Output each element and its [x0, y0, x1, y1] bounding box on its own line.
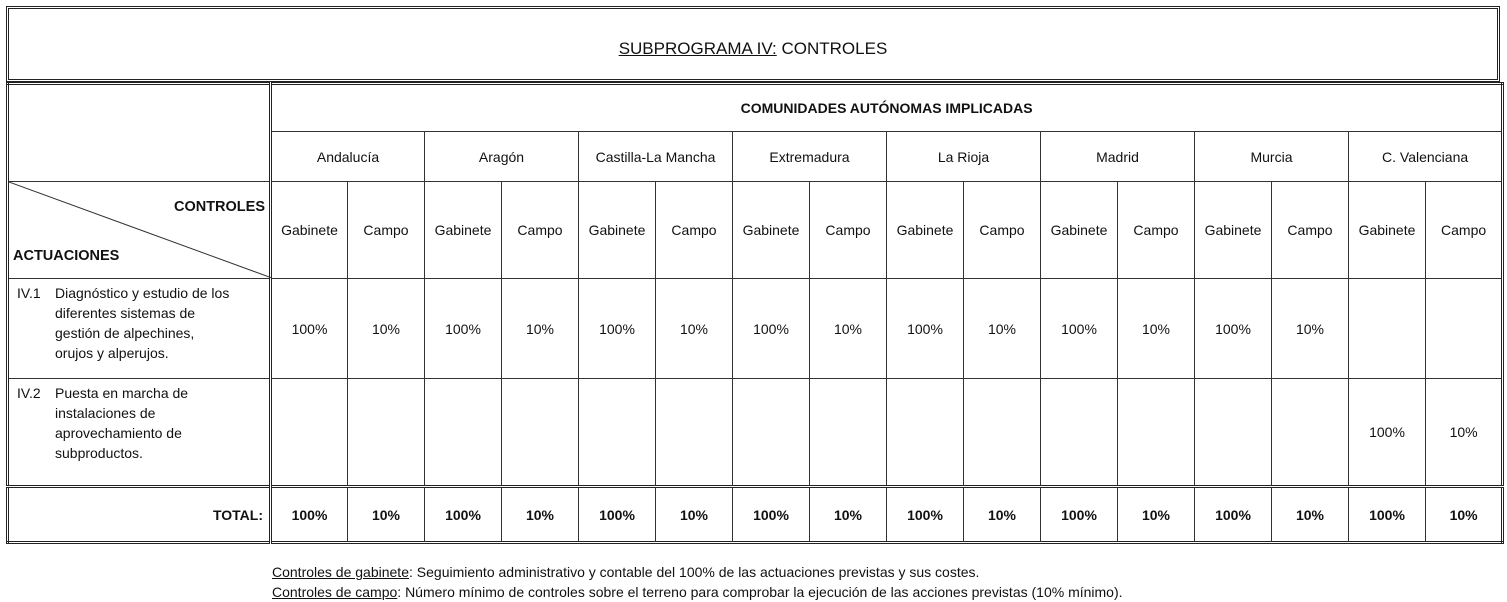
corner-empty [8, 84, 271, 182]
value-cell: 100% [1195, 279, 1272, 379]
footnote-term: Controles de gabinete [272, 564, 409, 580]
value-cell [810, 379, 887, 487]
gabinete-header: Gabinete [271, 182, 348, 279]
value-cell [425, 379, 502, 487]
controls-table [6, 82, 1504, 544]
total-cell: 100% [425, 487, 502, 543]
total-cell: 10% [964, 487, 1041, 543]
footnote-text: : Seguimiento administrativo y contable del 100% de las actuaciones previstas y sus costes. [409, 564, 980, 580]
region-header: Extremadura [733, 132, 887, 182]
value-cell [1118, 379, 1195, 487]
value-cell [733, 379, 810, 487]
actuacion-number: IV.2 [17, 385, 41, 401]
actuacion-number: IV.1 [17, 285, 41, 301]
campo-header: Campo [1272, 182, 1349, 279]
gabinete-header: Gabinete [887, 182, 964, 279]
campo-header: Campo [502, 182, 579, 279]
value-cell: 100% [733, 279, 810, 379]
total-cell: 10% [348, 487, 425, 543]
total-cell: 100% [579, 487, 656, 543]
value-cell [348, 379, 425, 487]
comunidades-header: COMUNIDADES AUTÓNOMAS IMPLICADAS [271, 84, 1503, 132]
actuacion-line: instalaciones de [55, 405, 156, 421]
table-row [8, 379, 1503, 487]
value-cell [964, 379, 1041, 487]
value-cell: 100% [1349, 379, 1426, 487]
value-cell: 10% [964, 279, 1041, 379]
total-cell: 100% [733, 487, 810, 543]
actuacion-line: Diagnóstico y estudio de los [55, 285, 230, 301]
actuacion-line: orujos y alperujos. [55, 345, 169, 361]
gabinete-header: Gabinete [1349, 182, 1426, 279]
region-header: Aragón [425, 132, 579, 182]
title-underlined: SUBPROGRAMA IV: [618, 39, 777, 58]
value-cell: 10% [810, 279, 887, 379]
campo-header: Campo [348, 182, 425, 279]
value-cell [1349, 279, 1426, 379]
gabinete-header: Gabinete [1041, 182, 1118, 279]
total-cell: 100% [1195, 487, 1272, 543]
value-cell [502, 379, 579, 487]
total-label: TOTAL: [8, 487, 271, 543]
corner-actuaciones-label: ACTUACIONES [13, 248, 120, 264]
footnote-text: : Número mínimo de controles sobre el terreno para comprobar la ejecución de las acciones previstas (10% mínimo). [397, 584, 1123, 600]
actuacion-line: Puesta en marcha de [55, 385, 189, 401]
region-header: Murcia [1195, 132, 1349, 182]
total-cell: 10% [502, 487, 579, 543]
footnotes [272, 562, 1123, 602]
footnote-gabinete [272, 562, 1123, 582]
value-cell [1272, 379, 1349, 487]
total-cell: 10% [1272, 487, 1349, 543]
region-header: Castilla-La Mancha [579, 132, 733, 182]
actuacion-iv2 [8, 379, 271, 487]
region-header: C. Valenciana [1349, 132, 1503, 182]
value-cell [271, 379, 348, 487]
total-cell: 100% [271, 487, 348, 543]
gabinete-header: Gabinete [733, 182, 810, 279]
footnote-campo [272, 582, 1123, 602]
corner-diagonal-cell [8, 182, 271, 279]
actuacion-line: aprovechamiento de [55, 425, 182, 441]
gabinete-header: Gabinete [1195, 182, 1272, 279]
actuacion-iv1 [8, 279, 271, 379]
total-cell: 10% [1118, 487, 1195, 543]
corner-controles-label: CONTROLES [173, 199, 265, 215]
total-cell: 100% [887, 487, 964, 543]
campo-header: Campo [810, 182, 887, 279]
page-title [9, 39, 1497, 59]
title-box [6, 6, 1500, 82]
value-cell [656, 379, 733, 487]
total-row [8, 487, 1503, 543]
actuacion-line: gestión de alpechines, [55, 325, 195, 341]
value-cell: 100% [887, 279, 964, 379]
region-header: La Rioja [887, 132, 1041, 182]
value-cell: 100% [425, 279, 502, 379]
campo-header: Campo [656, 182, 733, 279]
campo-header: Campo [964, 182, 1041, 279]
value-cell: 10% [656, 279, 733, 379]
campo-header: Campo [1118, 182, 1195, 279]
region-header: Andalucía [271, 132, 425, 182]
value-cell: 100% [579, 279, 656, 379]
value-cell [1195, 379, 1272, 487]
region-header: Madrid [1041, 132, 1195, 182]
total-cell: 10% [1426, 487, 1503, 543]
gabinete-header: Gabinete [425, 182, 502, 279]
footnote-term: Controles de campo [272, 584, 398, 600]
value-cell: 10% [1118, 279, 1195, 379]
value-cell [1041, 379, 1118, 487]
total-cell: 10% [656, 487, 733, 543]
total-cell: 100% [1349, 487, 1426, 543]
value-cell [887, 379, 964, 487]
total-cell: 100% [1041, 487, 1118, 543]
total-cell: 10% [810, 487, 887, 543]
value-cell: 10% [502, 279, 579, 379]
value-cell: 10% [1426, 379, 1503, 487]
actuacion-line: diferentes sistemas de [55, 305, 196, 321]
actuacion-line: subproductos. [55, 445, 143, 461]
value-cell: 10% [348, 279, 425, 379]
title-rest: CONTROLES [776, 39, 888, 58]
value-cell: 100% [271, 279, 348, 379]
table-row [8, 279, 1503, 379]
subheader-row [8, 182, 1503, 279]
campo-header: Campo [1426, 182, 1503, 279]
value-cell: 10% [1272, 279, 1349, 379]
value-cell: 100% [1041, 279, 1118, 379]
value-cell [1426, 279, 1503, 379]
value-cell [579, 379, 656, 487]
gabinete-header: Gabinete [579, 182, 656, 279]
